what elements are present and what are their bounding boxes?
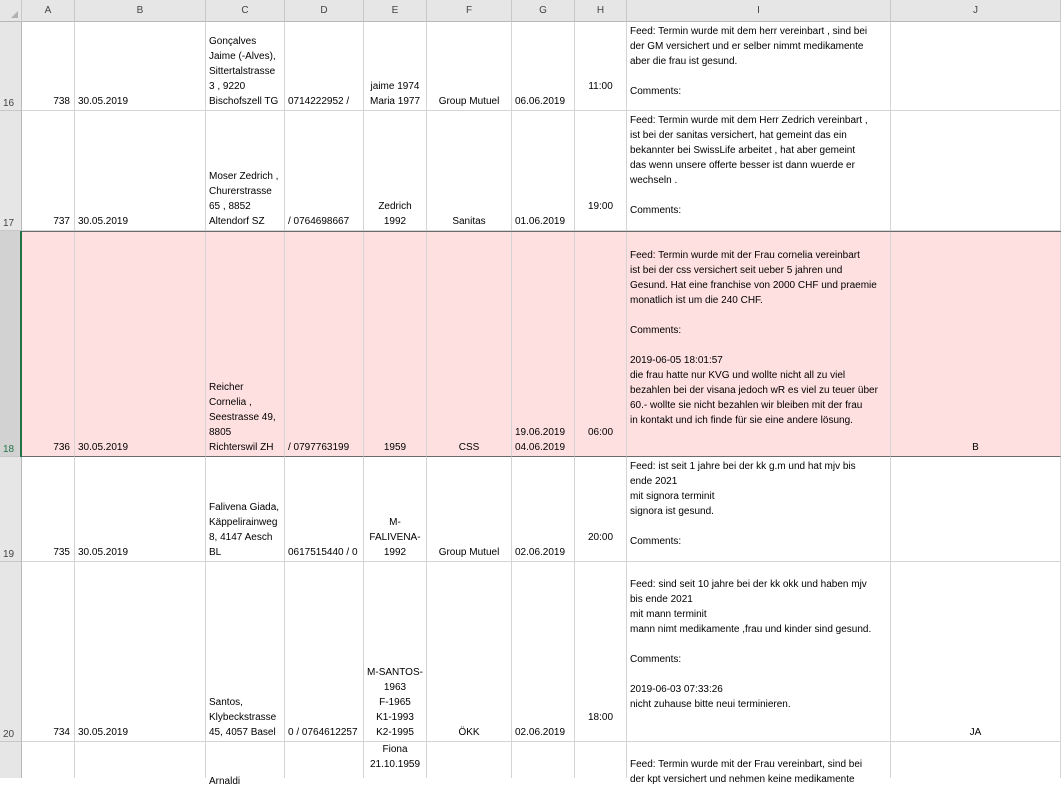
cell-f18[interactable] [427, 232, 512, 457]
cell-d18[interactable] [285, 232, 364, 457]
cell-f20[interactable] [427, 562, 512, 742]
cell-c16[interactable] [206, 22, 285, 111]
cell-c20[interactable] [206, 562, 285, 742]
column-header-g[interactable]: G [512, 0, 575, 22]
cell-h18[interactable] [575, 232, 627, 457]
cell-value: Feed: sind seit 10 jahre bei der kk okk und haben mjv bis ende 2021 mit mann terminit mann nimt medikamente ,frau und kinder sind gesund. Comments: 2019-06-03 07:33:26 nicht zuhause bitte neui terminieren. [630, 579, 872, 710]
cell-h16[interactable] [575, 22, 627, 111]
cell-value: M-SANTOS- 1963 F-1965 K1-1993 K2-1995 [367, 667, 423, 738]
cell-value: 11:00 [588, 81, 613, 92]
cell-j21[interactable] [891, 742, 1061, 778]
cell-g16[interactable] [512, 22, 575, 111]
cell-value: 02.06.2019 [515, 727, 566, 738]
row-number: 17 [3, 218, 15, 229]
cell-value: / 0764698667 [288, 216, 350, 227]
row-header-19[interactable] [0, 457, 22, 562]
cell-h19[interactable] [575, 457, 627, 562]
table-row [22, 111, 1061, 231]
cell-value: Arnaldi [209, 776, 241, 787]
cell-value: 02.06.2019 [515, 547, 566, 558]
cell-value: 06:00 [587, 427, 614, 438]
cell-a19[interactable] [22, 457, 75, 562]
row-header-20[interactable] [0, 562, 22, 742]
cell-value: Reicher Cornelia , Seestrasse 49, 8805 Richterswil ZH [209, 382, 276, 453]
cell-value: Gonçalves Jaime (-Alves), Sittertalstrasse 3 , 9220 Bischofszell TG [209, 36, 279, 107]
cell-g18[interactable] [512, 232, 575, 457]
cell-value: jaime 1974 Maria 1977 [369, 81, 421, 107]
cell-c19[interactable] [206, 457, 285, 562]
cell-value: Moser Zedrich , Churerstrasse 65 , 8852 Altendorf SZ [209, 171, 279, 227]
cell-value: ÖKK [458, 727, 480, 738]
cell-value: Zedrich 1992 [378, 201, 412, 227]
cell-value: 18:00 [587, 712, 614, 723]
column-header-j[interactable]: J [891, 0, 1061, 22]
cell-j17[interactable] [891, 111, 1061, 231]
table-row [22, 562, 1061, 742]
row-header-21[interactable] [0, 742, 22, 778]
cell-value: Santos, Klybeckstrasse 45, 4057 Basel [209, 697, 277, 738]
cell-f21[interactable] [427, 742, 512, 778]
cell-j20[interactable] [891, 562, 1061, 742]
cell-value: 736 [53, 442, 70, 453]
cell-g20[interactable] [512, 562, 575, 742]
select-all-corner[interactable] [0, 0, 22, 22]
cell-value: 737 [53, 216, 70, 227]
column-header-f[interactable]: F [427, 0, 512, 22]
cell-value: 738 [53, 96, 70, 107]
cell-c18[interactable] [206, 232, 285, 457]
cell-value: 19.06.2019 04.06.2019 [515, 427, 566, 453]
cell-value: 30.05.2019 [78, 547, 129, 558]
cell-h17[interactable] [575, 111, 627, 231]
cell-e16[interactable] [364, 22, 427, 111]
cell-f16[interactable] [427, 22, 512, 111]
row-number: 20 [3, 729, 15, 740]
cell-value: 30.05.2019 [78, 96, 129, 107]
column-header-a[interactable]: A [22, 0, 75, 22]
cell-h21[interactable] [575, 742, 627, 778]
cell-b16[interactable] [75, 22, 206, 111]
cell-g17[interactable] [512, 111, 575, 231]
column-header-i[interactable]: I [627, 0, 891, 22]
cell-value: Feed: ist seit 1 jahre bei der kk g.m und hat mjv bis ende 2021 mit signora terminit signora ist gesund. Comments: [630, 461, 856, 547]
cell-b18[interactable] [75, 232, 206, 457]
cell-value: Feed: Termin wurde mit dem herr vereinbart , sind bei der GM versichert und er selber nimmt medikamente aber die frau ist gesund. Comments: [630, 26, 868, 97]
cell-value: 735 [53, 547, 70, 558]
cell-d21[interactable] [285, 742, 364, 778]
cell-b17[interactable] [75, 111, 206, 231]
cell-j18[interactable] [891, 232, 1061, 457]
cell-value: Feed: Termin wurde mit der Frau vereinbart, sind bei der kpt versichert und nehmen keine medikamente [630, 759, 863, 785]
cell-c17[interactable] [206, 111, 285, 231]
cell-i16[interactable] [627, 22, 891, 111]
column-header-b[interactable]: B [75, 0, 206, 22]
cell-b19[interactable] [75, 457, 206, 562]
cell-value: / 0797763199 [288, 442, 350, 453]
cell-value: 06.06.2019 [515, 96, 566, 107]
cell-e18[interactable] [364, 232, 427, 457]
cell-value: Feed: Termin wurde mit der Frau cornelia vereinbart ist bei der css versichert seit ueber 5 jahren und Gesund. Hat eine franchise von 2000 CHF und praemie monatlich ist um die 240 CHF. Comments: 2019-06-05 18:01:57 die frau hatte nur KVG und wollte nicht all zu viel bezahlen bei der visana jedoch wR es viel zu teuer über 60.- wollte sie nicht bezahlen wir bleiben mit der frau in kontakt und ich finde für sie eine andere lösung. [630, 250, 878, 426]
row-selection-indicator [20, 232, 22, 457]
cell-value: 20:00 [587, 532, 614, 543]
cell-value: Group Mutuel [438, 96, 500, 107]
cell-value: Sanitas [452, 216, 486, 227]
cell-value: 0714222952 / [288, 96, 350, 107]
cell-b20[interactable] [75, 562, 206, 742]
cell-d19[interactable] [285, 457, 364, 562]
cell-a16[interactable] [22, 22, 75, 111]
column-header-e[interactable]: E [364, 0, 427, 22]
cell-value: 19:00 [587, 201, 614, 212]
cell-value: 0617515440 / 0 [288, 547, 358, 558]
cell-g19[interactable] [512, 457, 575, 562]
cell-i21[interactable] [627, 742, 891, 785]
cell-e17[interactable] [364, 111, 427, 231]
cell-a18[interactable] [22, 232, 75, 457]
cell-i17[interactable] [627, 111, 891, 231]
cell-value: CSS [458, 442, 480, 453]
cell-d17[interactable] [285, 111, 364, 231]
row-header-18[interactable] [0, 231, 22, 457]
cell-value: 30.05.2019 [78, 727, 129, 738]
table-row-highlighted [22, 231, 1061, 457]
cell-a17[interactable] [22, 111, 75, 231]
column-header-h[interactable]: H [575, 0, 627, 22]
cell-e19[interactable] [364, 457, 427, 562]
cell-value: 1959 [383, 442, 407, 453]
row-header-17[interactable] [0, 111, 22, 231]
row-number: 16 [3, 98, 15, 109]
cell-value: JA [969, 727, 982, 738]
cell-value: 30.05.2019 [78, 442, 129, 453]
cell-h20[interactable] [575, 562, 627, 742]
table-row [22, 22, 1061, 111]
cell-c21[interactable] [206, 742, 285, 787]
cell-value: B [972, 442, 979, 453]
cell-f17[interactable] [427, 111, 512, 231]
cell-value: M-FALIVENA- 1992 [369, 517, 421, 558]
table-row [22, 742, 1061, 787]
cell-value: 01.06.2019 [515, 216, 566, 227]
cell-f19[interactable] [427, 457, 512, 562]
row-number: 18 [3, 444, 15, 455]
cell-i19[interactable] [627, 457, 891, 562]
cell-b21[interactable] [75, 742, 206, 778]
cell-d16[interactable] [285, 22, 364, 111]
cell-d20[interactable] [285, 562, 364, 742]
row-number: 19 [3, 549, 15, 560]
cell-value: 30.05.2019 [78, 216, 129, 227]
cell-i20[interactable] [627, 562, 891, 742]
column-header-d[interactable]: D [285, 0, 364, 22]
column-header-c[interactable]: C [206, 0, 285, 22]
cell-e20[interactable] [364, 562, 427, 742]
cell-j16[interactable] [891, 22, 1061, 111]
cell-value: Falivena Giada, Käppelirainweg 8, 4147 Aesch BL [209, 502, 280, 558]
cell-value: 734 [53, 727, 70, 738]
cell-value: Feed: Termin wurde mit dem Herr Zedrich vereinbart , ist bei der sanitas versichert, hat gemeint das ein bekannter bei SwissLife arbeitet , hat aber gemeint das wenn unsere offerte besser ist dann wuerde er wechseln . Comments: [630, 115, 868, 216]
cell-j19[interactable] [891, 457, 1061, 562]
row-header-16[interactable] [0, 22, 22, 111]
cell-a21[interactable] [22, 742, 75, 778]
cell-value: Fiona 21.10.1959 [369, 744, 421, 770]
cell-i18[interactable] [627, 232, 891, 457]
cell-value: Group Mutuel [438, 547, 500, 558]
cell-g21[interactable] [512, 742, 575, 778]
cell-a20[interactable] [22, 562, 75, 742]
cell-value: 0 / 0764612257 [288, 727, 358, 738]
table-row [22, 457, 1061, 562]
cell-e21[interactable] [364, 742, 427, 778]
